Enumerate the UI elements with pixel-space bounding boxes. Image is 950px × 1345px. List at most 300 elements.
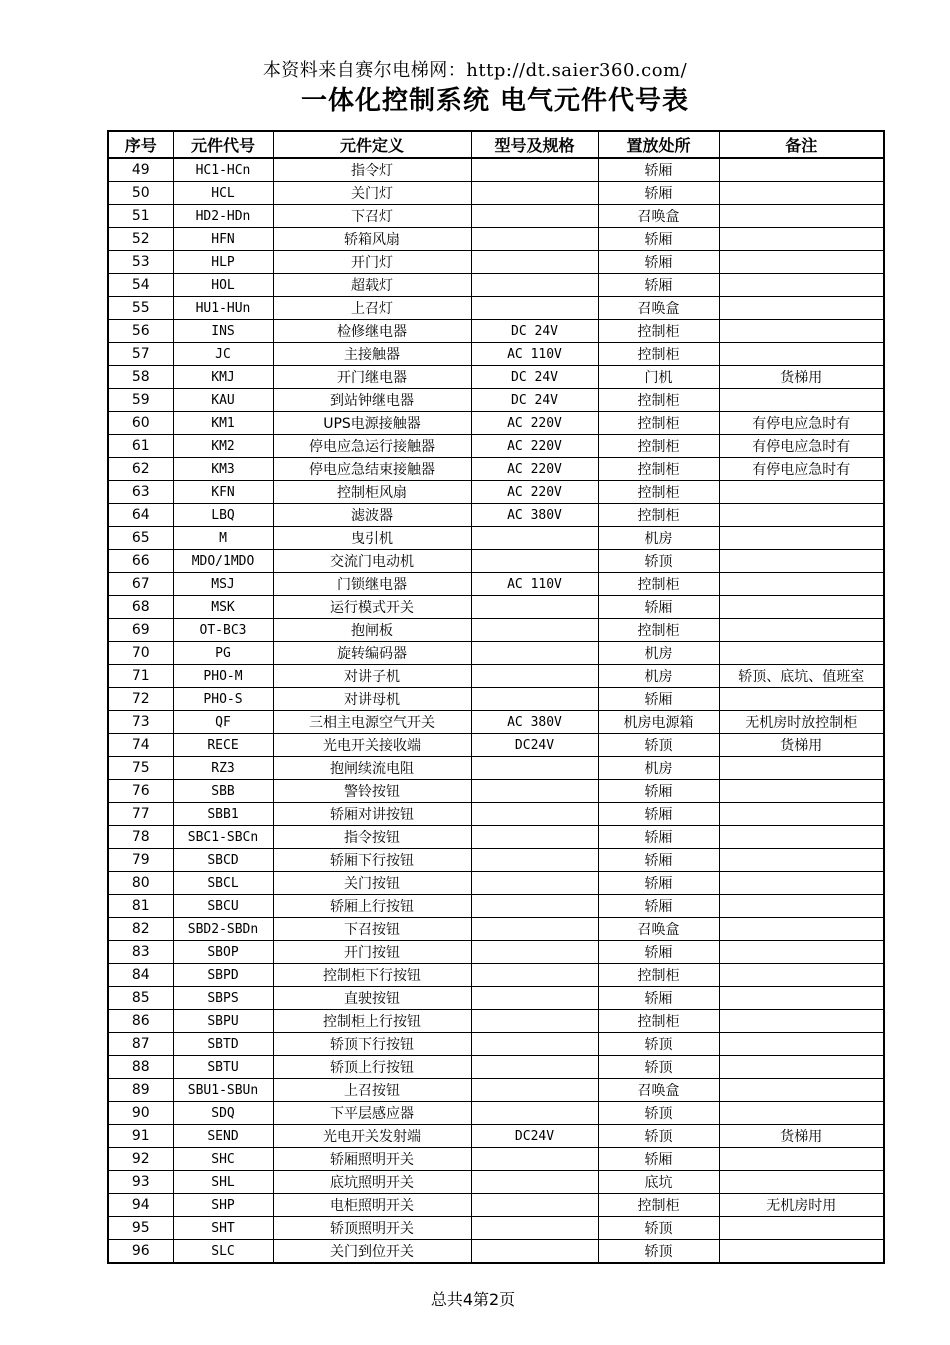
cell-index: 74 — [108, 734, 173, 757]
cell-code: SBPS — [173, 987, 273, 1010]
cell-index: 66 — [108, 550, 173, 573]
cell-location: 轿厢 — [598, 251, 719, 274]
cell-remark: 有停电应急时有 — [719, 412, 884, 435]
cell-definition: 关门按钮 — [273, 872, 471, 895]
cell-code: LBQ — [173, 504, 273, 527]
cell-definition: 轿顶照明开关 — [273, 1217, 471, 1240]
table-row — [108, 1125, 884, 1148]
table-row — [108, 205, 884, 228]
cell-index: 50 — [108, 182, 173, 205]
cell-spec — [471, 895, 598, 918]
cell-remark — [719, 619, 884, 642]
cell-definition: 曳引机 — [273, 527, 471, 550]
table-row — [108, 527, 884, 550]
table-row — [108, 389, 884, 412]
cell-code: SBCL — [173, 872, 273, 895]
cell-code: MDO/1MDO — [173, 550, 273, 573]
table-row — [108, 182, 884, 205]
cell-definition: 抱闸板 — [273, 619, 471, 642]
cell-location: 控制柜 — [598, 412, 719, 435]
cell-location: 控制柜 — [598, 435, 719, 458]
cell-index: 95 — [108, 1217, 173, 1240]
cell-index: 80 — [108, 872, 173, 895]
cell-spec — [471, 596, 598, 619]
cell-index: 58 — [108, 366, 173, 389]
cell-location: 轿厢 — [598, 688, 719, 711]
cell-remark — [719, 1217, 884, 1240]
cell-spec — [471, 826, 598, 849]
cell-definition: 光电开关接收端 — [273, 734, 471, 757]
table-row — [108, 550, 884, 573]
cell-index: 71 — [108, 665, 173, 688]
cell-spec — [471, 757, 598, 780]
cell-spec — [471, 1148, 598, 1171]
cell-code: KM2 — [173, 435, 273, 458]
cell-code: SBU1-SBUn — [173, 1079, 273, 1102]
table-row — [108, 734, 884, 757]
cell-definition: 下平层感应器 — [273, 1102, 471, 1125]
cell-code: SBB1 — [173, 803, 273, 826]
cell-definition: 上召按钮 — [273, 1079, 471, 1102]
cell-location: 轿厢 — [598, 1148, 719, 1171]
cell-location: 控制柜 — [598, 343, 719, 366]
table-row — [108, 481, 884, 504]
cell-definition: 主接触器 — [273, 343, 471, 366]
cell-code: SBC1-SBCn — [173, 826, 273, 849]
cell-location: 控制柜 — [598, 1194, 719, 1217]
cell-remark — [719, 481, 884, 504]
cell-definition: 轿厢照明开关 — [273, 1148, 471, 1171]
cell-spec — [471, 849, 598, 872]
cell-definition: 轿厢下行按钮 — [273, 849, 471, 872]
component-code-table — [107, 130, 885, 1264]
cell-remark — [719, 757, 884, 780]
cell-remark: 有停电应急时有 — [719, 458, 884, 481]
table-row — [108, 987, 884, 1010]
table-row — [108, 343, 884, 366]
cell-code: JC — [173, 343, 273, 366]
cell-code: RECE — [173, 734, 273, 757]
cell-definition: 停电应急运行接触器 — [273, 435, 471, 458]
table-row — [108, 573, 884, 596]
cell-remark — [719, 158, 884, 182]
cell-location: 召唤盒 — [598, 1079, 719, 1102]
cell-code: SBCU — [173, 895, 273, 918]
table-row — [108, 251, 884, 274]
cell-code: KMJ — [173, 366, 273, 389]
cell-code: HD2-HDn — [173, 205, 273, 228]
cell-spec — [471, 941, 598, 964]
cell-index: 57 — [108, 343, 173, 366]
cell-definition: 光电开关发射端 — [273, 1125, 471, 1148]
cell-remark — [719, 343, 884, 366]
cell-index: 91 — [108, 1125, 173, 1148]
cell-spec — [471, 665, 598, 688]
cell-remark: 货梯用 — [719, 734, 884, 757]
table-row — [108, 1194, 884, 1217]
cell-spec: AC 380V — [471, 504, 598, 527]
table-row — [108, 1240, 884, 1264]
cell-spec — [471, 688, 598, 711]
cell-definition: 运行模式开关 — [273, 596, 471, 619]
cell-index: 90 — [108, 1102, 173, 1125]
cell-index: 60 — [108, 412, 173, 435]
cell-index: 75 — [108, 757, 173, 780]
cell-spec: DC 24V — [471, 389, 598, 412]
cell-index: 82 — [108, 918, 173, 941]
table-row — [108, 895, 884, 918]
cell-spec — [471, 1217, 598, 1240]
cell-spec — [471, 964, 598, 987]
cell-spec — [471, 228, 598, 251]
cell-location: 轿顶 — [598, 1217, 719, 1240]
cell-definition: 控制柜下行按钮 — [273, 964, 471, 987]
cell-spec: AC 220V — [471, 412, 598, 435]
cell-remark — [719, 527, 884, 550]
cell-location: 轿厢 — [598, 803, 719, 826]
table-row — [108, 228, 884, 251]
cell-remark — [719, 826, 884, 849]
cell-remark — [719, 504, 884, 527]
cell-code: SBTD — [173, 1033, 273, 1056]
cell-remark — [719, 964, 884, 987]
cell-index: 76 — [108, 780, 173, 803]
cell-location: 机房 — [598, 665, 719, 688]
cell-spec — [471, 642, 598, 665]
cell-definition: 对讲子机 — [273, 665, 471, 688]
cell-remark — [719, 688, 884, 711]
table-row — [108, 642, 884, 665]
table-row — [108, 1079, 884, 1102]
cell-location: 轿厢 — [598, 895, 719, 918]
cell-location: 控制柜 — [598, 573, 719, 596]
cell-definition: 轿顶上行按钮 — [273, 1056, 471, 1079]
cell-location: 召唤盒 — [598, 205, 719, 228]
table-row — [108, 1171, 884, 1194]
cell-definition: 抱闸续流电阻 — [273, 757, 471, 780]
cell-code: PHO-S — [173, 688, 273, 711]
cell-remark: 有停电应急时有 — [719, 435, 884, 458]
cell-location: 轿顶 — [598, 734, 719, 757]
cell-location: 机房 — [598, 642, 719, 665]
cell-code: PG — [173, 642, 273, 665]
cell-remark — [719, 205, 884, 228]
column-header-code: 元件代号 — [173, 131, 273, 158]
cell-definition: 轿顶下行按钮 — [273, 1033, 471, 1056]
cell-remark — [719, 182, 884, 205]
cell-location: 底坑 — [598, 1171, 719, 1194]
cell-location: 轿厢 — [598, 596, 719, 619]
cell-index: 93 — [108, 1171, 173, 1194]
table-row — [108, 757, 884, 780]
cell-remark — [719, 872, 884, 895]
cell-remark — [719, 228, 884, 251]
cell-definition: 轿箱风扇 — [273, 228, 471, 251]
cell-location: 控制柜 — [598, 389, 719, 412]
cell-index: 92 — [108, 1148, 173, 1171]
cell-definition: 滤波器 — [273, 504, 471, 527]
cell-index: 89 — [108, 1079, 173, 1102]
column-header-location: 置放处所 — [598, 131, 719, 158]
table-row — [108, 872, 884, 895]
table-header — [108, 131, 884, 158]
cell-spec — [471, 251, 598, 274]
cell-definition: 门锁继电器 — [273, 573, 471, 596]
table-row — [108, 1102, 884, 1125]
table-row — [108, 158, 884, 182]
cell-spec — [471, 1056, 598, 1079]
cell-location: 召唤盒 — [598, 918, 719, 941]
cell-code: SBTU — [173, 1056, 273, 1079]
table-row — [108, 274, 884, 297]
cell-spec — [471, 803, 598, 826]
cell-code: OT-BC3 — [173, 619, 273, 642]
cell-spec — [471, 619, 598, 642]
cell-index: 78 — [108, 826, 173, 849]
table-body — [108, 158, 884, 1263]
cell-location: 轿顶 — [598, 1102, 719, 1125]
cell-index: 51 — [108, 205, 173, 228]
cell-definition: 关门灯 — [273, 182, 471, 205]
table-row — [108, 964, 884, 987]
cell-index: 84 — [108, 964, 173, 987]
table-row — [108, 826, 884, 849]
cell-remark — [719, 550, 884, 573]
cell-code: QF — [173, 711, 273, 734]
cell-spec — [471, 918, 598, 941]
cell-index: 73 — [108, 711, 173, 734]
table-row — [108, 320, 884, 343]
cell-remark — [719, 320, 884, 343]
cell-index: 77 — [108, 803, 173, 826]
cell-spec — [471, 205, 598, 228]
cell-index: 70 — [108, 642, 173, 665]
cell-index: 54 — [108, 274, 173, 297]
cell-index: 94 — [108, 1194, 173, 1217]
cell-location: 轿厢 — [598, 780, 719, 803]
table-row — [108, 688, 884, 711]
cell-index: 64 — [108, 504, 173, 527]
cell-spec: DC 24V — [471, 366, 598, 389]
cell-code: HLP — [173, 251, 273, 274]
cell-spec — [471, 1194, 598, 1217]
cell-location: 轿厢 — [598, 182, 719, 205]
cell-code: SHP — [173, 1194, 273, 1217]
cell-spec — [471, 527, 598, 550]
cell-code: M — [173, 527, 273, 550]
table-row — [108, 596, 884, 619]
cell-remark — [719, 596, 884, 619]
cell-definition: 警铃按钮 — [273, 780, 471, 803]
cell-definition: 下召按钮 — [273, 918, 471, 941]
cell-definition: UPS电源接触器 — [273, 412, 471, 435]
cell-spec: AC 220V — [471, 458, 598, 481]
table-row — [108, 504, 884, 527]
cell-remark — [719, 1010, 884, 1033]
cell-spec — [471, 1010, 598, 1033]
cell-spec — [471, 1102, 598, 1125]
table-row — [108, 941, 884, 964]
cell-definition: 直驶按钮 — [273, 987, 471, 1010]
cell-remark — [719, 1240, 884, 1264]
cell-location: 轿厢 — [598, 826, 719, 849]
cell-remark — [719, 251, 884, 274]
cell-code: SHT — [173, 1217, 273, 1240]
cell-index: 88 — [108, 1056, 173, 1079]
cell-spec: DC24V — [471, 1125, 598, 1148]
cell-index: 53 — [108, 251, 173, 274]
cell-location: 轿厢 — [598, 274, 719, 297]
cell-code: SBOP — [173, 941, 273, 964]
cell-location: 轿厢 — [598, 987, 719, 1010]
cell-spec: AC 220V — [471, 481, 598, 504]
cell-remark — [719, 803, 884, 826]
cell-spec: AC 110V — [471, 573, 598, 596]
cell-definition: 超载灯 — [273, 274, 471, 297]
cell-definition: 指令按钮 — [273, 826, 471, 849]
cell-remark: 轿顶、底坑、值班室 — [719, 665, 884, 688]
cell-remark — [719, 1102, 884, 1125]
cell-definition: 停电应急结束接触器 — [273, 458, 471, 481]
cell-remark — [719, 1079, 884, 1102]
cell-index: 67 — [108, 573, 173, 596]
cell-location: 控制柜 — [598, 458, 719, 481]
source-line: 本资料来自赛尔电梯网：http://dt.saier360.com/ — [262, 60, 688, 81]
cell-index: 87 — [108, 1033, 173, 1056]
cell-code: HU1-HUn — [173, 297, 273, 320]
table-row — [108, 412, 884, 435]
table-row — [108, 803, 884, 826]
cell-code: SHL — [173, 1171, 273, 1194]
column-header-index: 序号 — [108, 131, 173, 158]
cell-definition: 电柜照明开关 — [273, 1194, 471, 1217]
cell-remark — [719, 941, 884, 964]
cell-code: HFN — [173, 228, 273, 251]
cell-remark — [719, 297, 884, 320]
cell-code: SEND — [173, 1125, 273, 1148]
cell-index: 85 — [108, 987, 173, 1010]
cell-remark: 货梯用 — [719, 366, 884, 389]
table-row — [108, 918, 884, 941]
cell-remark — [719, 918, 884, 941]
cell-code: SBB — [173, 780, 273, 803]
cell-code: SHC — [173, 1148, 273, 1171]
cell-location: 控制柜 — [598, 619, 719, 642]
cell-index: 68 — [108, 596, 173, 619]
cell-location: 机房电源箱 — [598, 711, 719, 734]
table-row — [108, 619, 884, 642]
cell-code: KAU — [173, 389, 273, 412]
cell-location: 轿厢 — [598, 158, 719, 182]
cell-spec — [471, 550, 598, 573]
table-row — [108, 665, 884, 688]
table-row — [108, 711, 884, 734]
cell-code: KM1 — [173, 412, 273, 435]
cell-index: 72 — [108, 688, 173, 711]
cell-definition: 底坑照明开关 — [273, 1171, 471, 1194]
table-row — [108, 1033, 884, 1056]
cell-definition: 上召灯 — [273, 297, 471, 320]
cell-location: 轿厢 — [598, 872, 719, 895]
cell-remark — [719, 1171, 884, 1194]
cell-definition: 轿厢上行按钮 — [273, 895, 471, 918]
table-row — [108, 1010, 884, 1033]
cell-code: KM3 — [173, 458, 273, 481]
cell-definition: 检修继电器 — [273, 320, 471, 343]
cell-index: 62 — [108, 458, 173, 481]
cell-location: 门机 — [598, 366, 719, 389]
cell-index: 61 — [108, 435, 173, 458]
cell-location: 机房 — [598, 757, 719, 780]
cell-location: 控制柜 — [598, 964, 719, 987]
cell-code: MSJ — [173, 573, 273, 596]
cell-spec — [471, 1171, 598, 1194]
cell-location: 控制柜 — [598, 1010, 719, 1033]
cell-index: 63 — [108, 481, 173, 504]
cell-remark: 无机房时放控制柜 — [719, 711, 884, 734]
cell-index: 86 — [108, 1010, 173, 1033]
cell-code: RZ3 — [173, 757, 273, 780]
cell-remark — [719, 1033, 884, 1056]
cell-location: 轿顶 — [598, 550, 719, 573]
cell-spec: DC24V — [471, 734, 598, 757]
cell-index: 52 — [108, 228, 173, 251]
cell-spec — [471, 297, 598, 320]
cell-code: SBD2-SBDn — [173, 918, 273, 941]
cell-spec: AC 380V — [471, 711, 598, 734]
cell-spec: DC 24V — [471, 320, 598, 343]
table-row — [108, 1217, 884, 1240]
cell-remark — [719, 642, 884, 665]
cell-location: 轿顶 — [598, 1125, 719, 1148]
cell-definition: 控制柜上行按钮 — [273, 1010, 471, 1033]
cell-remark — [719, 1148, 884, 1171]
cell-location: 控制柜 — [598, 320, 719, 343]
cell-code: HCL — [173, 182, 273, 205]
cell-spec — [471, 1240, 598, 1264]
cell-definition: 控制柜风扇 — [273, 481, 471, 504]
table-row — [108, 297, 884, 320]
cell-code: HC1-HCn — [173, 158, 273, 182]
cell-definition: 指令灯 — [273, 158, 471, 182]
cell-index: 55 — [108, 297, 173, 320]
cell-definition: 交流门电动机 — [273, 550, 471, 573]
cell-definition: 到站钟继电器 — [273, 389, 471, 412]
cell-code: SBCD — [173, 849, 273, 872]
cell-definition: 关门到位开关 — [273, 1240, 471, 1264]
cell-index: 69 — [108, 619, 173, 642]
cell-location: 轿顶 — [598, 1240, 719, 1264]
cell-location: 轿厢 — [598, 849, 719, 872]
header-row — [108, 131, 884, 158]
cell-location: 召唤盒 — [598, 297, 719, 320]
cell-spec: AC 220V — [471, 435, 598, 458]
cell-spec — [471, 158, 598, 182]
column-header-spec: 型号及规格 — [471, 131, 598, 158]
cell-definition: 轿厢对讲按钮 — [273, 803, 471, 826]
cell-spec: AC 110V — [471, 343, 598, 366]
cell-code: SBPU — [173, 1010, 273, 1033]
cell-remark — [719, 849, 884, 872]
cell-index: 81 — [108, 895, 173, 918]
column-header-definition: 元件定义 — [273, 131, 471, 158]
cell-index: 96 — [108, 1240, 173, 1264]
cell-remark — [719, 987, 884, 1010]
cell-code: INS — [173, 320, 273, 343]
page-footer: 总共4第2页 — [430, 1290, 516, 1309]
document-title: 一体化控制系统 电气元件代号表 — [300, 86, 690, 116]
table-row — [108, 366, 884, 389]
